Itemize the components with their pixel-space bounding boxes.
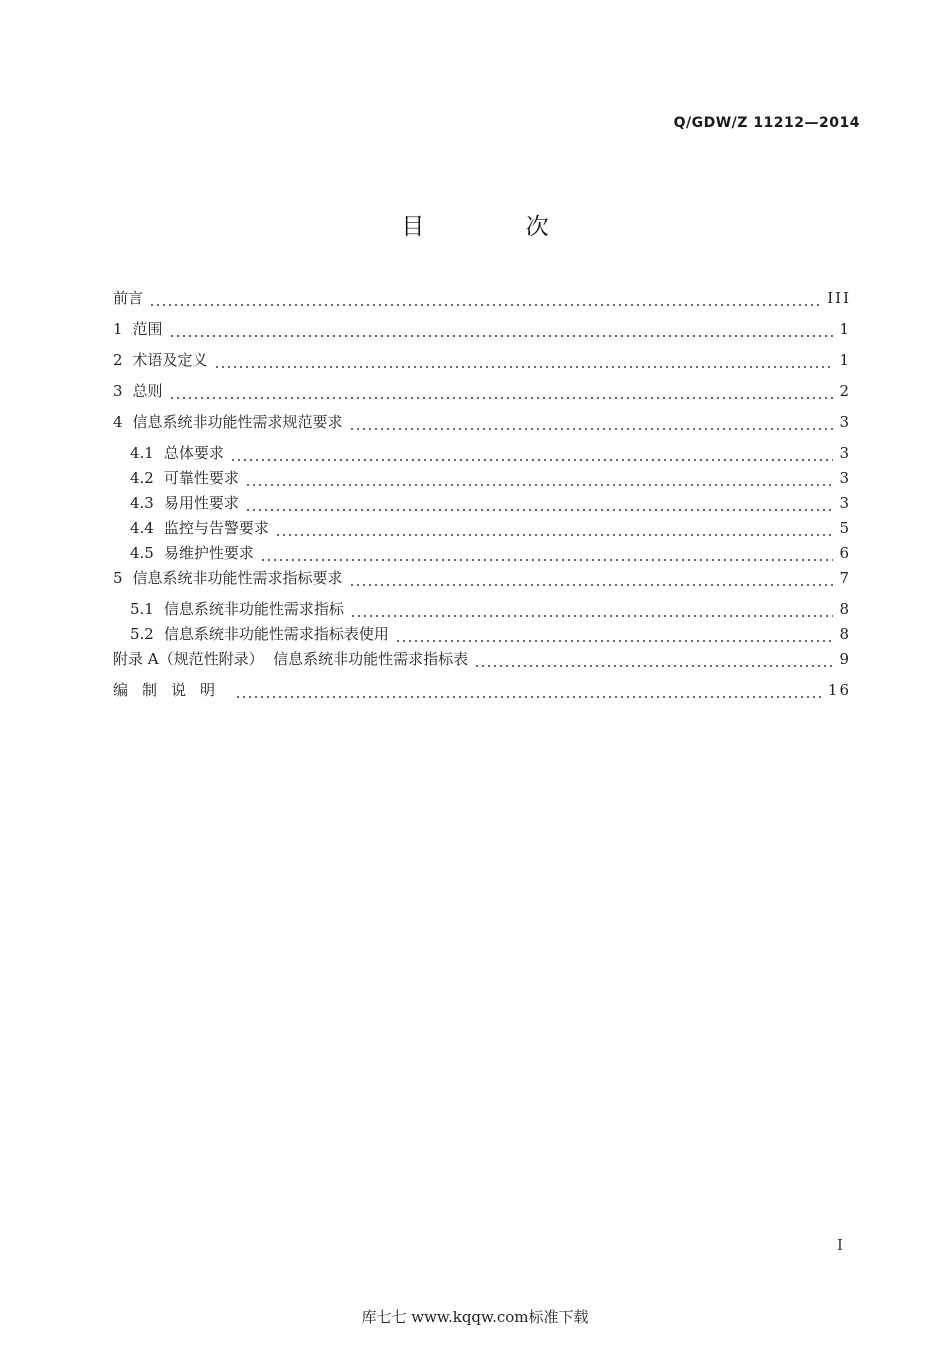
toc-entry-text: 信息系统非功能性需求指标 — [163, 600, 344, 618]
toc-leader — [474, 649, 833, 669]
toc-leader — [169, 319, 834, 339]
toc-page-number: 7 — [839, 569, 851, 587]
toc-leader — [230, 443, 834, 463]
toc-page-number: 3 — [839, 469, 851, 487]
toc-leader — [245, 468, 834, 488]
standard-code: Q/GDW/Z 11212—2014 — [673, 115, 860, 131]
toc-section-number: 4.1 — [130, 444, 154, 462]
toc-page-number: III — [827, 289, 851, 307]
toc-page-number: 8 — [839, 625, 851, 643]
toc-entry-5[interactable] — [113, 568, 851, 588]
toc-entry-text: 易维护性要求 — [163, 544, 254, 562]
toc-leader — [245, 493, 834, 513]
toc-page-number: 8 — [839, 600, 851, 618]
toc-entry-text: 信息系统非功能性需求指标要求 — [132, 569, 343, 587]
toc-leader — [149, 288, 821, 308]
footer-watermark: 库七七 www.kqqw.com标准下载 — [361, 1308, 589, 1326]
toc-leader — [235, 680, 822, 700]
toc-section-number: 5.2 — [130, 625, 154, 643]
toc-entry-4-4[interactable] — [130, 518, 851, 538]
toc-entry-text: 可靠性要求 — [163, 469, 239, 487]
toc-section-number: 5 — [113, 569, 123, 587]
toc-entry-text: 术语及定义 — [132, 351, 208, 369]
page-title: 目 次 — [401, 214, 549, 240]
toc-leader — [169, 381, 834, 401]
toc-entry-4-2[interactable] — [130, 468, 851, 488]
toc-entry-text: 监控与告警要求 — [163, 519, 269, 537]
toc-section-number: 4.5 — [130, 544, 154, 562]
toc-page-number: 5 — [839, 519, 851, 537]
toc-leader — [349, 568, 834, 588]
toc-section-number: 4.2 — [130, 469, 154, 487]
toc-page-number: 3 — [839, 494, 851, 512]
toc-section-number: 2 — [113, 351, 123, 369]
toc-section-number: 4.3 — [130, 494, 154, 512]
toc-section-number: 4.4 — [130, 519, 154, 537]
toc-leader — [214, 350, 834, 370]
toc-page-number: 2 — [839, 382, 851, 400]
toc-entry-text: 附录 A（规范性附录） 信息系统非功能性需求指标表 — [113, 650, 469, 668]
toc-leader — [275, 518, 834, 538]
toc-section-number: 4 — [113, 413, 123, 431]
toc-leader — [350, 599, 834, 619]
toc-entry-text: 总体要求 — [163, 444, 224, 462]
toc-entry-5-2[interactable] — [130, 624, 851, 644]
toc-page-number: 3 — [839, 444, 851, 462]
toc-page-number: 1 — [839, 351, 851, 369]
toc-leader — [395, 624, 834, 644]
toc-section-number: 3 — [113, 382, 123, 400]
toc-page-number: 3 — [839, 413, 851, 431]
toc-entry-text: 易用性要求 — [163, 494, 239, 512]
toc-entry-text: 信息系统非功能性需求规范要求 — [132, 413, 343, 431]
page-number: I — [837, 1236, 843, 1254]
toc-section-number: 1 — [113, 320, 123, 338]
toc-entry-appendix-a[interactable] — [113, 649, 851, 669]
toc-entry-text: 前言 — [113, 289, 144, 307]
toc-entry-4-5[interactable] — [130, 543, 851, 563]
toc-entry-4-1[interactable] — [130, 443, 851, 463]
toc-page-number: 16 — [827, 681, 851, 699]
toc-leader — [349, 412, 834, 432]
toc-page-number: 9 — [839, 650, 851, 668]
toc-entry-compilation-notes[interactable] — [113, 680, 851, 700]
toc-entry-1[interactable] — [113, 319, 851, 339]
toc-entry-text: 总则 — [132, 382, 163, 400]
toc-section-number: 5.1 — [130, 600, 154, 618]
toc-entry-4[interactable] — [113, 412, 851, 432]
toc-entry-text: 编制说明 — [113, 681, 230, 699]
toc-entry-foreword[interactable] — [113, 288, 851, 308]
toc-leader — [260, 543, 834, 563]
toc-entry-2[interactable] — [113, 350, 851, 370]
toc-page-number: 6 — [839, 544, 851, 562]
toc-entry-text: 范围 — [132, 320, 163, 338]
toc-entry-3[interactable] — [113, 381, 851, 401]
toc-entry-5-1[interactable] — [130, 599, 851, 619]
toc-entry-4-3[interactable] — [130, 493, 851, 513]
toc-page-number: 1 — [839, 320, 851, 338]
toc-entry-text: 信息系统非功能性需求指标表使用 — [163, 625, 389, 643]
